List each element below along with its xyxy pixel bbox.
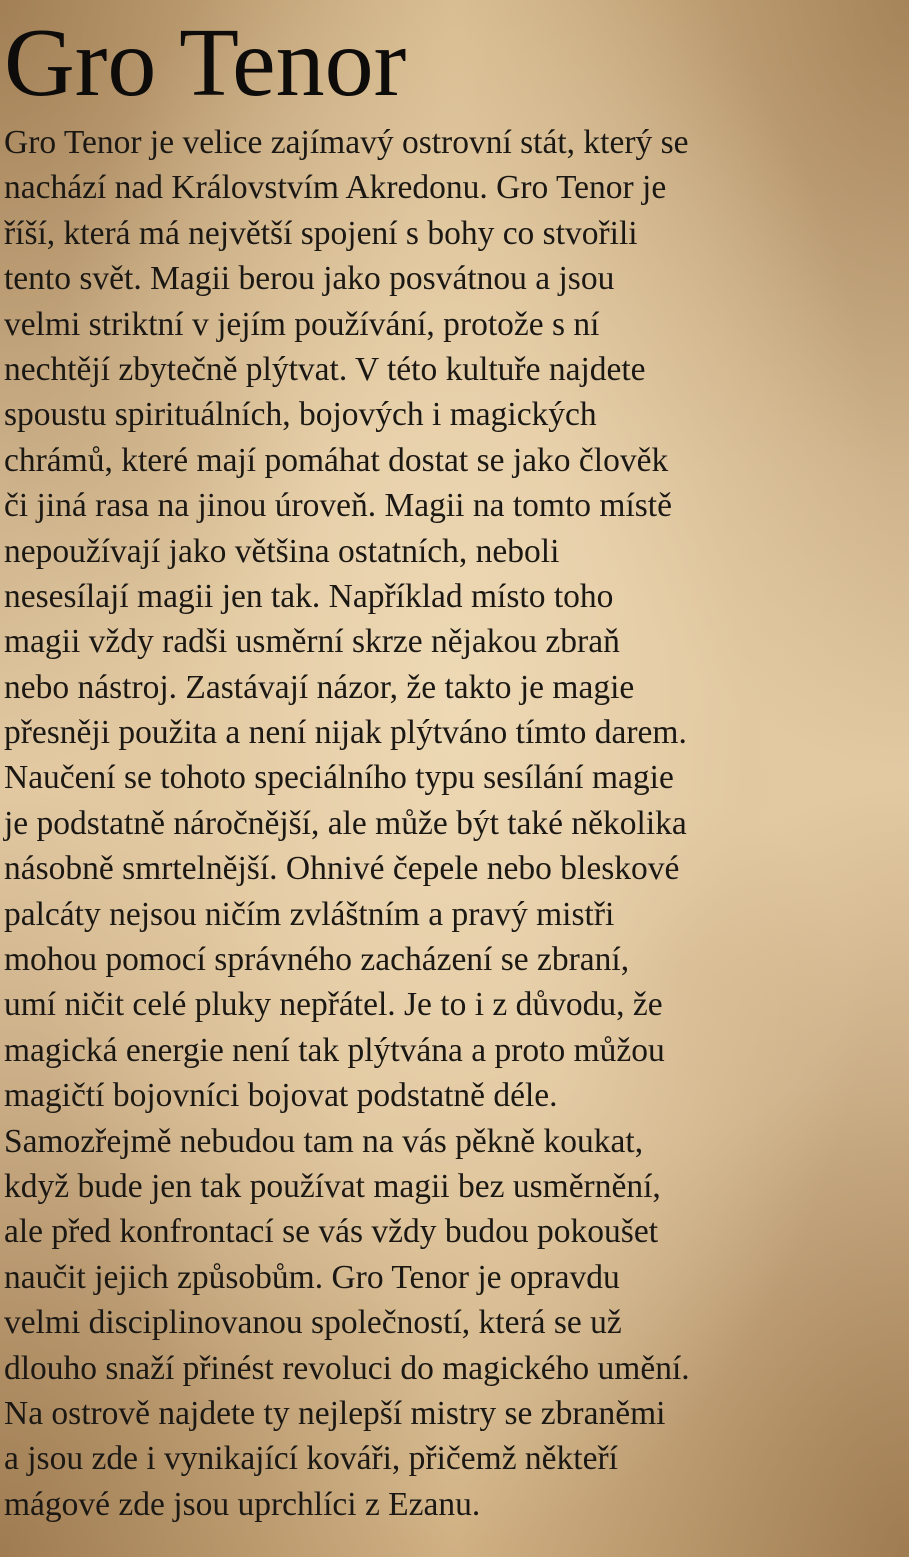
page-title: Gro Tenor	[4, 9, 407, 117]
paragraph-line: naučit jejich způsobům. Gro Tenor je opravdu	[4, 1258, 620, 1296]
paragraph-line: umí ničit celé pluky nepřátel. Je to i z důvodu, že	[4, 986, 663, 1024]
paragraph-line: či jiná rasa na jinou úroveň. Magii na tomto místě	[4, 487, 672, 525]
paragraph-line: říší, která má největší spojení s bohy co stvořili	[4, 214, 638, 252]
paragraph-line: magii vždy radši usměrní skrze nějakou zbraň	[4, 623, 620, 661]
paragraph-line: tento svět. Magii berou jako posvátnou a jsou	[4, 260, 615, 298]
paragraph-line: nepoužívají jako většina ostatních, neboli	[4, 532, 560, 570]
paragraph-line: velmi striktní v jejím používání, protože s ní	[4, 305, 600, 343]
paragraph-line: nechtějí zbytečně plýtvat. V této kultuře najdete	[4, 350, 646, 388]
paragraph-line: je podstatně náročnější, ale může být také několika	[4, 804, 687, 842]
paragraph-line: Na ostrově najdete ty nejlepší mistry se zbraněmi	[4, 1394, 666, 1432]
paragraph-line: přesněji použita a není nijak plýtváno tímto darem.	[4, 714, 687, 752]
paragraph-line: magická energie není tak plýtvána a proto můžou	[4, 1031, 665, 1069]
paragraph-line: a jsou zde i vynikající kováři, přičemž někteří	[4, 1440, 618, 1478]
paragraph-line: když bude jen tak používat magii bez usměrnění,	[4, 1167, 661, 1205]
body-paragraph	[4, 120, 905, 1527]
paragraph-line: Gro Tenor je velice zajímavý ostrovní stát, který se	[4, 124, 689, 161]
paragraph-line: dlouho snaží přinést revoluci do magického umění.	[4, 1349, 690, 1387]
paragraph-line: chrámů, které mají pomáhat dostat se jako člověk	[4, 441, 669, 479]
paragraph-line: nachází nad Královstvím Akredonu. Gro Tenor je	[4, 169, 667, 207]
paragraph-line: nesesílají magii jen tak. Například místo toho	[4, 577, 614, 615]
paragraph-line: palcáty nejsou ničím zvláštním a pravý mistři	[4, 895, 615, 933]
paragraph-line: ale před konfrontací se vás vždy budou pokoušet	[4, 1213, 659, 1251]
paragraph-line: spoustu spirituálních, bojových i magických	[4, 396, 597, 434]
paragraph-line: velmi disciplinovanou společností, která se už	[4, 1304, 622, 1342]
paragraph-line: nebo nástroj. Zastávají názor, že takto je magie	[4, 668, 635, 706]
paragraph-line: Naučení se tohoto speciálního typu sesílání magie	[4, 759, 674, 797]
paragraph-line: mágové zde jsou uprchlíci z Ezanu.	[4, 1485, 481, 1523]
paragraph-line: násobně smrtelnější. Ohnivé čepele nebo bleskové	[4, 850, 680, 888]
paragraph-line: magičtí bojovníci bojovat podstatně déle.	[4, 1077, 558, 1115]
paragraph-line: mohou pomocí správného zacházení se zbraní,	[4, 941, 630, 979]
paragraph-line: Samozřejmě nebudou tam na vás pěkně koukat,	[4, 1122, 644, 1160]
